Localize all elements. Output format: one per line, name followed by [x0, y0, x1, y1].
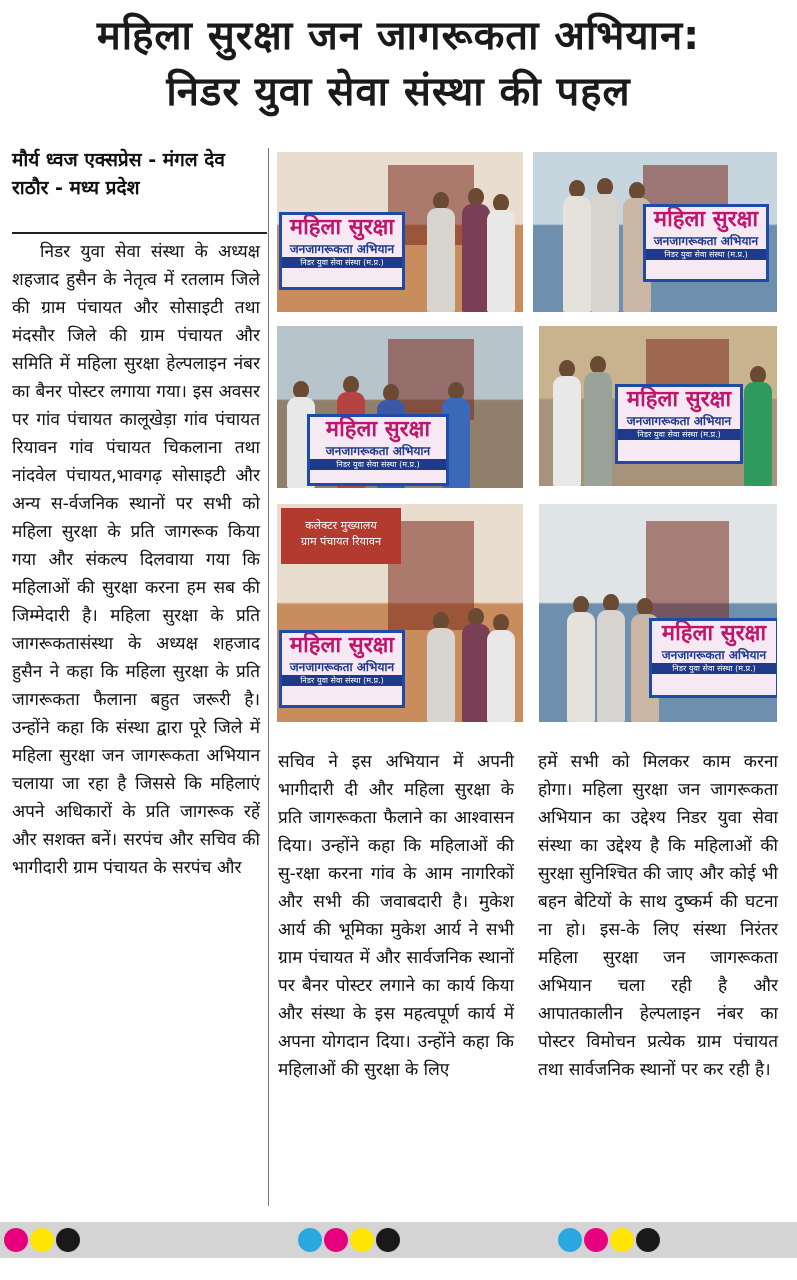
person — [427, 208, 455, 312]
banner-subtitle: जनजागरूकता अभियान — [289, 242, 395, 256]
campaign-banner — [615, 384, 743, 464]
campaign-banner — [649, 618, 777, 698]
banner-title: महिला सुरक्षा — [289, 633, 395, 658]
campaign-banner — [643, 204, 769, 282]
article-column-3-text: हमें सभी को मिलकर काम करना होगा। महिला सुरक्षा जन जागरूकता अभियान का उद्देश्य निडर युवा सेवा संस्था का उद्देश्य है कि महिलाओं की सुरक्षा सुनिश्चित की जाए और कोई भी बहन बेटियों के साथ दुष्कर्म की घटना ना हो। इस-के लिए संस्था निरंतर महिला सुरक्षा जन जागरूकता अभियान चला रही है और आपातकालीन हेल्पलाइन नंबर का पोस्टर विमोचन प्रत्येक ग्राम पंचायत तथा सार्वजनिक स्थानों पर कर रही है। — [538, 752, 778, 1080]
registration-dot-yellow — [350, 1228, 374, 1252]
banner-subtitle: जनजागरूकता अभियान — [325, 444, 431, 458]
building-wall — [646, 521, 729, 630]
campaign-banner — [279, 212, 405, 290]
campaign-banner — [279, 630, 405, 708]
headline — [0, 8, 797, 120]
banner-organization: निडर युवा सेवा संस्था (म.प्र.) — [282, 257, 402, 268]
banner-organization: निडर युवा सेवा संस्था (म.प्र.) — [652, 663, 776, 674]
registration-dot-black — [56, 1228, 80, 1252]
banner-organization: निडर युवा सेवा संस्था (म.प्र.) — [646, 249, 766, 260]
article-column-1-text: निडर युवा सेवा संस्था के अध्यक्ष शहजाद हुसैन के नेतृत्व में रतलाम जिले की ग्राम पंचायत और सोसाइटी तथा मंदसौर जिले की ग्राम पंचायत और समिति में महिला सुरक्षा हेल्पलाइन नंबर का बैनर पोस्टर लगाया गया। इस अवसर पर गांव पंचायत कालूखेड़ा गांव पंचायत रियावन गांव पंचायत चिकलाना तथा नांदवेल पंचायत,भावगढ़ सोसाइटी और अन्य स-र्वजनिक स्थानों पर सभी को महिला सुरक्षा के प्रति जागरूक किया गया और संकल्प दिलवाया गया कि महिलाओं की सुरक्षा करना हम सब की जिम्मेदारी है। महिला सुरक्षा के प्रति जागरूकतासंस्था के अध्यक्ष शहजाद हुसैन ने कहा कि महिला सुरक्षा के प्रति जागरूकता फैलाना बहुत जरूरी है। उन्होंने कहा कि संस्था द्वारा पूरे जिले में महिला सुरक्षा जन जागरूकता अभियान चलाया जा रहा है जिससे कि महिलाएं अपने अधिकारों के प्रति जागरूक रहें और सशक्त बनें। सरपंच और सचिव की भागीदारी ग्राम पंचायत के सरपंच और — [12, 242, 260, 878]
banner-organization: निडर युवा सेवा संस्था (म.प्र.) — [618, 429, 740, 440]
article-column-2-text: सचिव ने इस अभियान में अपनी भागीदारी दी और महिला सुरक्षा के प्रति जागरूकता फैलाने का आश्वासन दिया। उन्होंने कहा कि महिलाओं की सु-रक्षा करना गांव के आम नागरिकों और सभी की जवाबदारी है। मुकेश आर्य की भूमिका मुकेश आर्य ने सभी ग्राम पंचायत में और सार्वजनिक स्थानों पर बैनर पोस्टर लगाने का कार्य किया और संस्था के इस महत्वपूर्ण कार्य में अपना योगदान दिया। उन्होंने कहा कि महिलाओं की सुरक्षा के लिए — [278, 752, 514, 1080]
registration-dot-cyan — [298, 1228, 322, 1252]
banner-title: महिला सुरक्षा — [626, 387, 732, 412]
registration-dot-black — [376, 1228, 400, 1252]
banner-subtitle: जनजागरूकता अभियान — [653, 234, 759, 248]
banner-title: महिला सुरक्षा — [653, 207, 759, 232]
registration-dot-yellow — [30, 1228, 54, 1252]
person — [462, 624, 490, 722]
person — [462, 204, 490, 312]
signboard-line-1: कलेक्टर मुख्यालय — [305, 519, 377, 532]
person — [567, 612, 595, 722]
banner-subtitle: जनजागरूकता अभियान — [289, 660, 395, 674]
signboard-line-2: ग्राम पंचायत रियावन — [300, 535, 382, 548]
registration-dot-cyan — [558, 1228, 582, 1252]
article-column-3 — [538, 748, 778, 1084]
person — [591, 194, 619, 312]
registration-dot-yellow — [610, 1228, 634, 1252]
event-photo-1 — [277, 152, 523, 312]
event-photo-3 — [277, 326, 523, 488]
event-photo-6 — [539, 504, 777, 722]
banner-title: महिला सुरक्षा — [289, 215, 395, 240]
article-column-2 — [278, 748, 514, 1084]
person — [744, 382, 772, 486]
article-column-1 — [12, 238, 260, 882]
banner-subtitle: जनजागरूकता अभियान — [626, 414, 732, 428]
registration-dot-black — [636, 1228, 660, 1252]
column-divider — [268, 148, 269, 1206]
person — [427, 628, 455, 722]
banner-organization: निडर युवा सेवा संस्था (म.प्र.) — [310, 459, 446, 470]
banner-organization: निडर युवा सेवा संस्था (म.प्र.) — [282, 675, 402, 686]
registration-dot-magenta — [4, 1228, 28, 1252]
banner-title: महिला सुरक्षा — [325, 417, 431, 442]
registration-dot-magenta — [584, 1228, 608, 1252]
person — [597, 610, 625, 722]
registration-dot-magenta — [324, 1228, 348, 1252]
event-photo-4 — [539, 326, 777, 486]
headline-line-1: महिला सुरक्षा जन जागरूकता अभियान: — [96, 13, 701, 59]
byline-rule — [12, 232, 267, 234]
banner-title: महिला सुरक्षा — [661, 621, 767, 646]
person — [487, 210, 515, 312]
event-photo-5 — [277, 504, 523, 722]
person — [563, 196, 591, 312]
office-signboard — [281, 508, 401, 564]
person — [553, 376, 581, 486]
banner-subtitle: जनजागरूकता अभियान — [661, 648, 767, 662]
campaign-banner — [307, 414, 449, 486]
event-photo-2 — [533, 152, 777, 312]
person — [487, 630, 515, 722]
headline-line-2: निडर युवा सेवा संस्था की पहल — [166, 69, 631, 115]
byline: मौर्य ध्वज एक्सप्रेस - मंगल देव राठौर - मध्य प्रदेश — [12, 149, 225, 199]
person — [584, 372, 612, 486]
